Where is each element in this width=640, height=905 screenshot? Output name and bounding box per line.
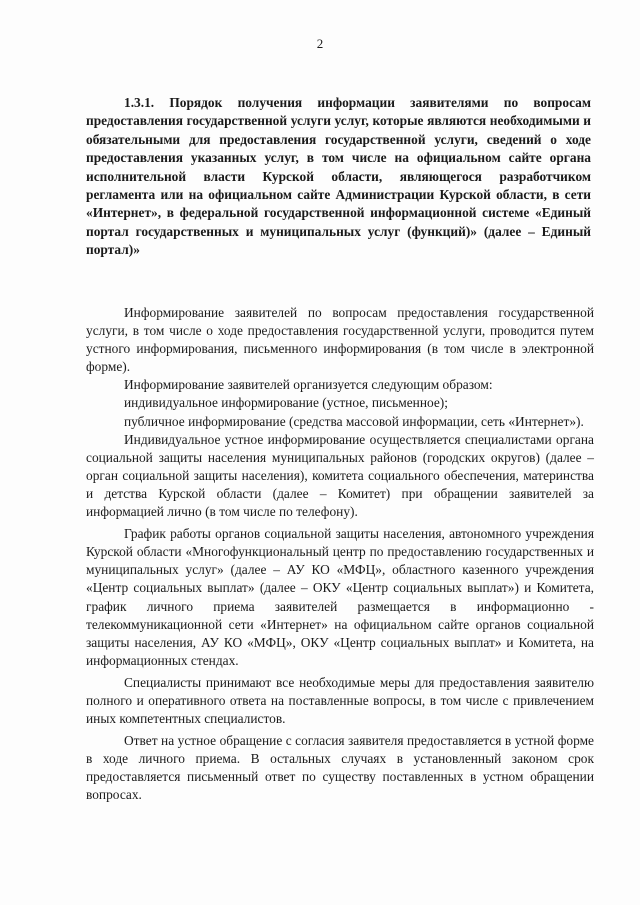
paragraph: Информирование заявителей по вопросам предоставления государственной услуги, в том числе о ходе предоставления государственной услуги, проводится путем устного информирования, письменного информирования (в том числе в электронной форме).	[86, 305, 594, 375]
section-heading: 1.3.1. Порядок получения информации заявителями по вопросам предоставления государственной услуги услуг, которые являются необходимыми и обязательными для предоставления государственной услуги, сведений о ходе предоставления указанных услуг, в том числе на официальном сайте органа исполнительной власти Курской области, являющегося разработчиком регламента или на официальном сайте Администрации Курской области, в сети «Интернет», в федеральной государственной информационной системе «Единый портал государственных и муниципальных услуг (функций)» (далее – Единый портал)»	[86, 95, 591, 258]
paragraph: индивидуальное информирование (устное, письменное);	[124, 395, 448, 411]
page-number: 2	[316, 36, 324, 51]
paragraph: График работы органов социальной защиты населения, автономного учреждения Курской области «Многофункциональный центр по предоставлению государственных и муниципальных услуг» (далее – АУ КО «МФЦ», областного казенного учреждения «Центр социальных выплат» (далее – ОКУ «Центр социальных выплат») и Комитета, график личного приема заявителей размещается в информационно - телекоммуникационной сети «Интернет» на официальном сайте органов социальной защиты населения, АУ КО «МФЦ», ОКУ «Центр социальных выплат» и Комитета, на информационных стендах.	[86, 526, 594, 668]
paragraph: Индивидуальное устное информирование осуществляется специалистами органа социальной защиты населения муниципальных районов (городских округов) (далее – орган социальной защиты населения), комитета социального обеспечения, материнства и детства Курской области (далее – Комитет) при обращении заявителей за информацией лично (в том числе по телефону).	[86, 431, 594, 520]
document-body	[86, 304, 594, 805]
paragraph: Информирование заявителей организуется следующим образом:	[124, 377, 493, 393]
paragraph: Специалисты принимают все необходимые меры для предоставления заявителю полного и оперативного ответа на поставленные вопросы, в том числе с привлечением иных компетентных специалистов.	[86, 674, 594, 727]
paragraph: публичное информирование (средства массовой информации, сеть «Интернет»).	[124, 413, 584, 429]
paragraph: Ответ на устное обращение с согласия заявителя предоставляется в устной форме в ходе личного приема. В остальных случаях в установленный законом срок предоставляется письменный ответ по существу поставленных в устном обращении вопросах.	[86, 733, 594, 803]
